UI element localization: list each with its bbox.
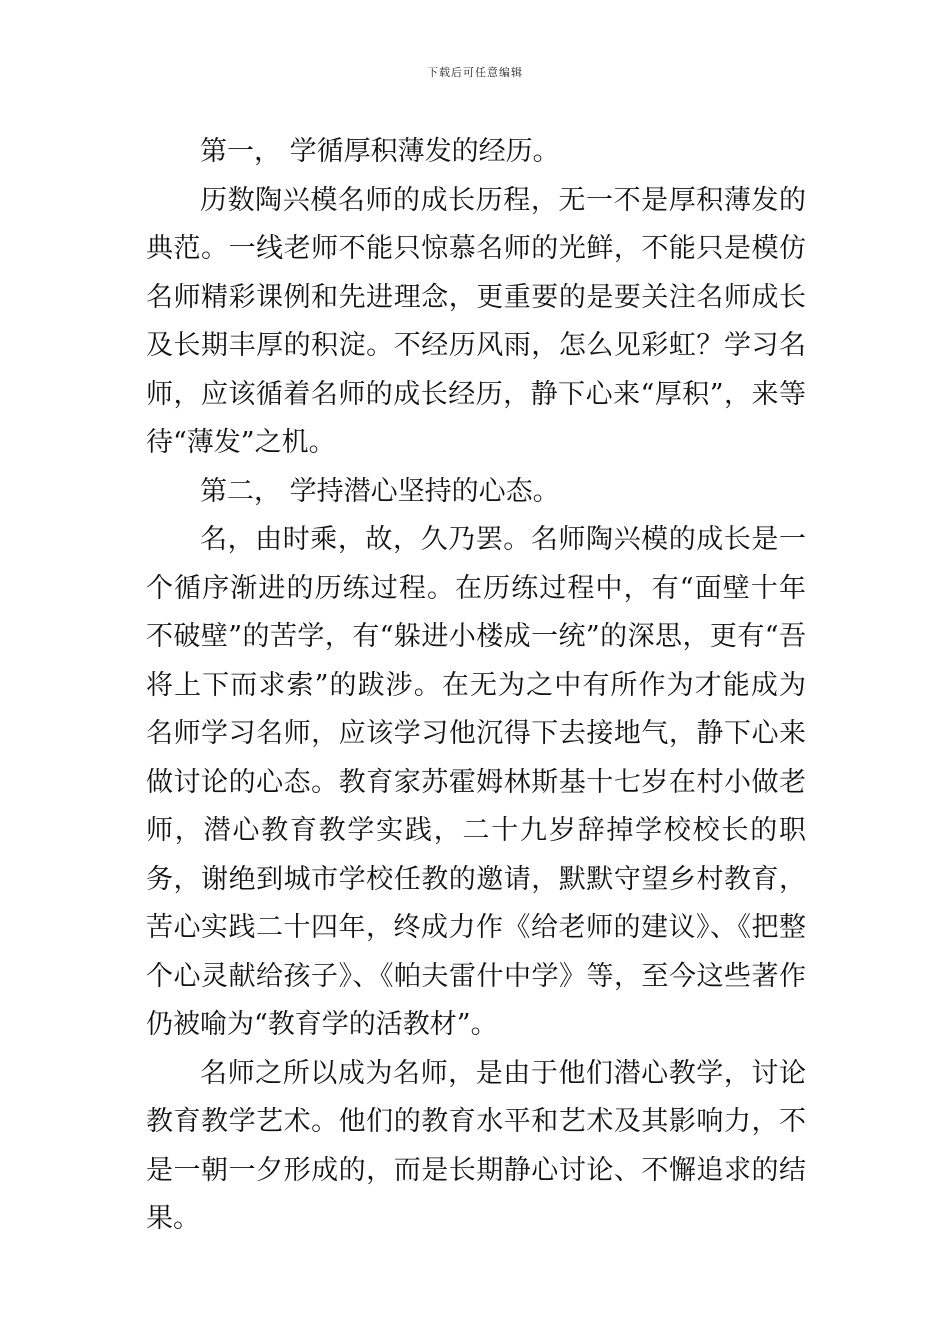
header-note: 下载后可任意编辑 [427, 66, 523, 79]
paragraph-conclusion: 名师之所以成为名师，是由于他们潜心教学，讨论教育教学艺术。他们的教育水平和艺术及其影响力，不是一朝一夕形成的，而是长期静心讨论、不懈追求的结果。 [146, 1057, 806, 1234]
document-body [146, 128, 806, 1244]
section-heading-second: 第二， 学持潜心坚持的心态。 [200, 475, 560, 507]
paragraph-persistence: 名，由时乘，故，久乃罢。名师陶兴模的成长是一个循序渐进的历练过程。在历练过程中，有“面壁十年不破壁”的苦学，有“躲进小楼成一统”的深思，更有“吾将上下而求索”的跋涉。在无为之中有所作为才能成为名师学习名师，应该学习他沉得下去接地气，静下心来做讨论的心态。教育家苏霍姆林斯基十七岁在村小做老师，潜心教育教学实践，二十九岁辞掉学校校长的职务，谢绝到城市学校任教的邀请，默默守望乡村教育，苦心实践二十四年，终成力作《给老师的建议》、《把整个心灵献给孩子》、《帕夫雷什中学》等，至今这些著作仍被喻为“教育学的活教材”。 [146, 524, 806, 1040]
section-heading-first: 第一， 学循厚积薄发的经历。 [200, 136, 560, 167]
paragraph-accumulation: 历数陶兴模名师的成长历程，无一不是厚积薄发的典范。一线老师不能只惊慕名师的光鲜，不能只是模仿名师精彩课例和先进理念，更重要的是要关注名师成长及长期丰厚的积淀。不经历风雨，怎么见彩虹？学习名师，应该循着名师的成长经历，静下心来“厚积”，来等待“薄发”之机。 [146, 184, 806, 458]
